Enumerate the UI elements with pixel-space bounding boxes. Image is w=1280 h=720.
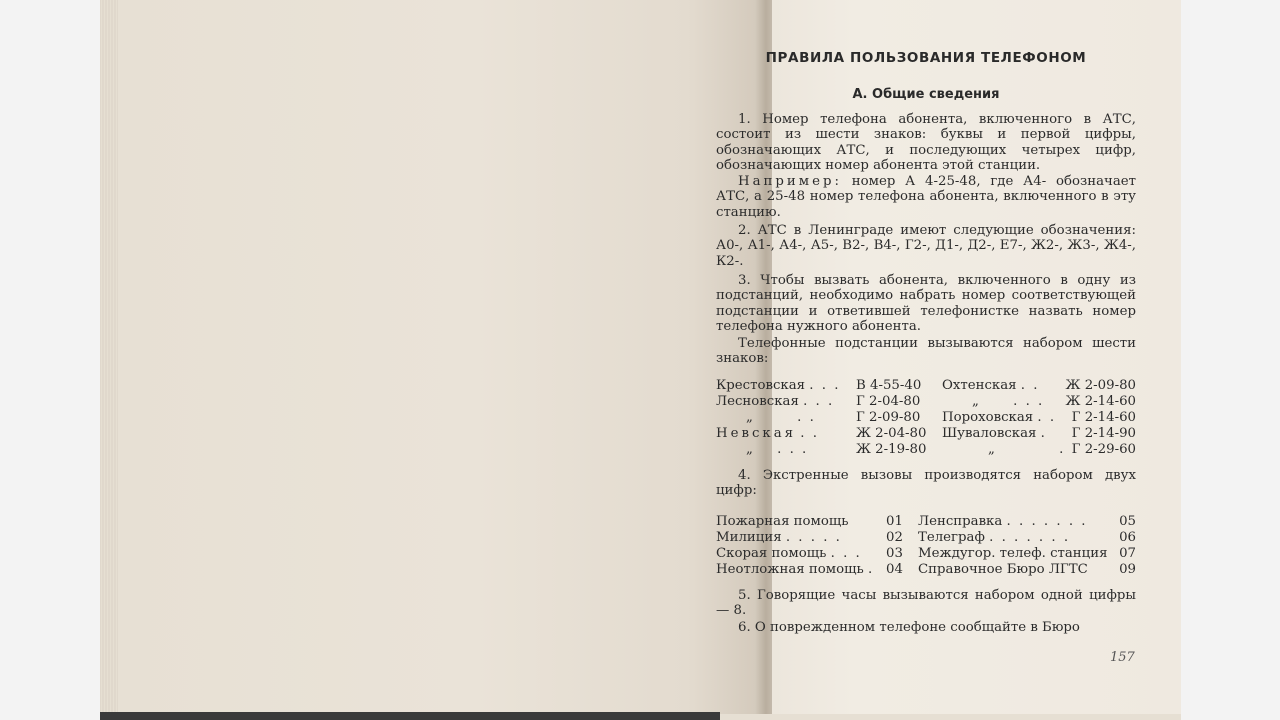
section-heading: А. Общие сведения (852, 87, 1000, 102)
paragraph-4 (716, 468, 1136, 499)
substation-number: Г 2-14-60 (1071, 410, 1136, 425)
bottom-edge-shadow (100, 712, 720, 720)
paragraph-4-text: 4. Экстренные вызовы производятся набором двух цифр: (716, 468, 1136, 499)
substation-row (716, 426, 1136, 441)
page-title: ПРАВИЛА ПОЛЬЗОВАНИЯ ТЕЛЕФОНОМ (765, 50, 1087, 66)
substation-name: Шуваловская . (942, 426, 1047, 441)
emergency-service: Пожарная помощь (716, 514, 849, 529)
substation-name: Лесновская . . . (716, 394, 835, 409)
emergency-number: 01 (886, 514, 903, 529)
substation-row (716, 378, 1136, 393)
substation-number: Ж 2-09-80 (1065, 378, 1136, 393)
emergency-number: 05 (1119, 514, 1136, 529)
emergency-service: Милиция . . . . . (716, 530, 842, 545)
paragraph-3b (716, 336, 1136, 367)
emergency-service: Неотложная помощь . (716, 562, 875, 577)
substation-number: Г 2-04-80 (856, 394, 921, 409)
substation-name: Охтенская . . (942, 378, 1040, 393)
emergency-number: 07 (1119, 546, 1136, 561)
paragraph-2-text: 2. АТС в Ленинграде имеют следующие обозначения: А0-, А1-, А4-, А5-, В2-, В4-, Г2-, Д1-, Д2-, Е7-, Ж2-, Ж3-, Ж4-, К2-. (716, 223, 1136, 269)
emergency-row (716, 546, 1136, 561)
emergency-service: Телеграф . . . . . . . (918, 530, 1071, 545)
paragraph-6 (716, 620, 1136, 635)
emergency-service: Ленсправка . . . . . . . (918, 514, 1088, 529)
substation-number: Ж 2-19-80 (856, 442, 927, 457)
paragraph-1-example (716, 174, 1136, 220)
substation-name: Крестовская . . . (716, 378, 841, 393)
substation-name: „ . . . (972, 394, 1045, 409)
substation-number: Г 2-14-90 (1071, 426, 1136, 441)
emergency-row (716, 530, 1136, 545)
paragraph-2 (716, 223, 1136, 269)
left-page-blank (118, 0, 766, 714)
example-text: номер А 4-25-48, где А4- обозначает АТС, а 25-48 номер телефона абонента, включенного в эту станцию. (716, 174, 1136, 220)
emergency-service: Скорая помощь . . . (716, 546, 862, 561)
substation-row (716, 442, 1136, 457)
paragraph-3-text: 3. Чтобы вызвать абонента, включенного в одну из подстанций, необходимо набрать номер соответствующей подстанции и ответившей телефонистке назвать номер телефона нужного абонента. (716, 273, 1136, 335)
substation-name: „ . (988, 442, 1066, 457)
substation-number: В 4-55-40 (856, 378, 922, 393)
paragraph-3b-text: Телефонные подстанции вызываются набором шести знаков: (716, 336, 1136, 367)
emergency-number: 06 (1119, 530, 1136, 545)
emergency-service: Справочное Бюро ЛГТС (918, 562, 1088, 577)
emergency-row (716, 514, 1136, 529)
substation-name: Невская . . (716, 426, 819, 441)
substation-row (716, 410, 1136, 425)
paragraph-1 (716, 112, 1136, 174)
substation-number: Ж 2-14-60 (1065, 394, 1136, 409)
emergency-number: 03 (886, 546, 903, 561)
substation-name: „ . . (746, 410, 816, 425)
paragraph-3 (716, 273, 1136, 335)
emergency-service: Междугор. телеф. станция (918, 546, 1108, 561)
example-word: Например: (738, 174, 842, 189)
paragraph-1-text: 1. Номер телефона абонента, включенного в АТС, состоит из шести знаков: буквы и первой цифры, обозначающих АТС, и последующих четырех цифр, обозначающих номер абонента этой станции. (716, 112, 1136, 174)
emergency-row (716, 562, 1136, 577)
substation-row (716, 394, 1136, 409)
emergency-number: 04 (886, 562, 903, 577)
emergency-number: 02 (886, 530, 903, 545)
substation-number: Ж 2-04-80 (856, 426, 927, 441)
substation-name: „ . . . (746, 442, 809, 457)
paragraph-5-text: 5. Говорящие часы вызываются набором одной цифры — 8. (716, 588, 1136, 619)
emergency-number: 09 (1119, 562, 1136, 577)
paragraph-6-text: 6. О поврежденном телефоне сообщайте в Бюро (738, 620, 1080, 635)
paragraph-5 (716, 588, 1136, 619)
substation-number: Г 2-09-80 (856, 410, 921, 425)
substation-name: Пороховская . . (942, 410, 1057, 425)
substation-number: Г 2-29-60 (1071, 442, 1136, 457)
page-number: 157 (1110, 650, 1135, 665)
